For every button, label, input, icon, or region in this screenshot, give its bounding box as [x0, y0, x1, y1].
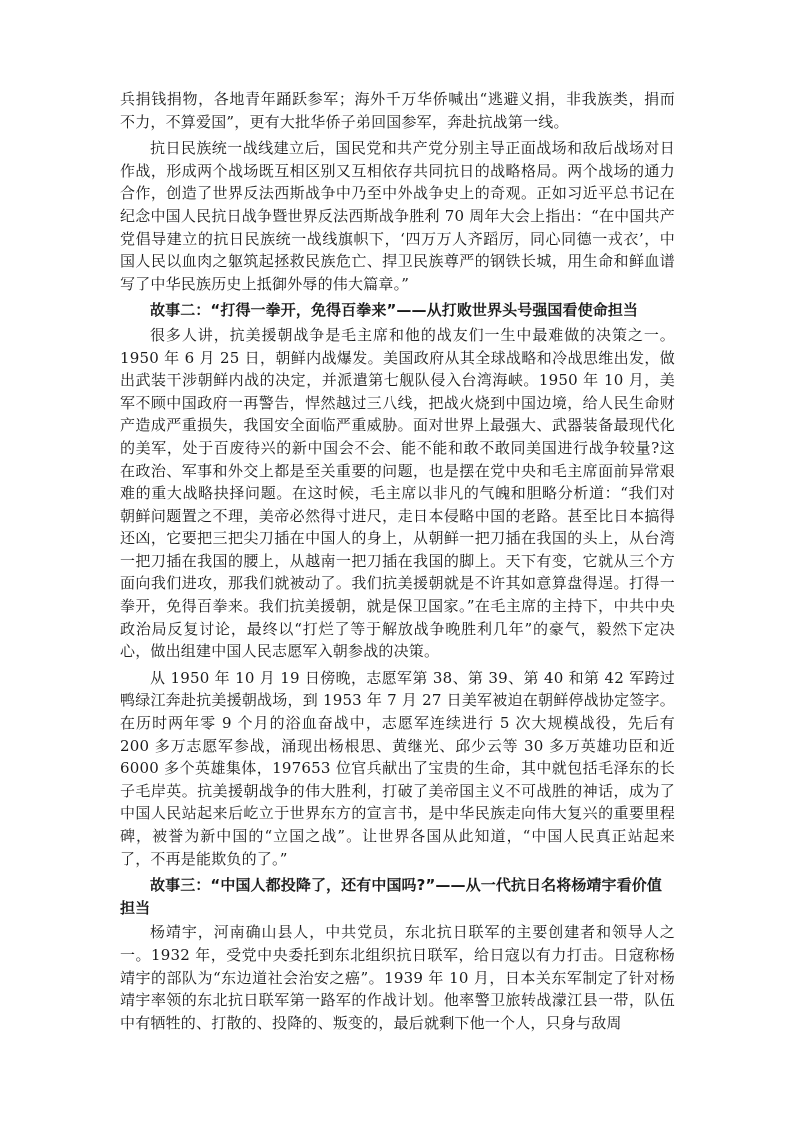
paragraph-united-front: 抗日民族统一战线建立后，国民党和共产党分别主导正面战场和敌后战场对日作战，形成两个战场既互相区别又互相依存共同抗日的战略格局。两个战场的通力合作，创造了世界反法西斯战争中乃至中外战争史上的奇观。正如习近平总书记在纪念中国人民抗日战争暨世界反法西斯战争胜利 70 周年大会上指出：“在中国共产党倡导建立的抗日民族统一战线旗帜下，‘四万万人齐蹈厉，同心同德一戎衣’，中国人民以血肉之躯筑起拯救民族危亡、捍卫民族尊严的钢铁长城，用生命和鲜血谱写了中华民族历史上抵御外辱的伟大篇章。”: [120, 139, 675, 293]
paragraph-yang-jingyu: 杨靖宇，河南确山县人，中共党员，东北抗日联军的主要创建者和领导人之一。1932 年，受党中央委托到东北组织抗日联军，给日寇以有力打击。日寇称杨靖宇的部队为“东边道社会治安之癌”。1939 年 10 月，日本关东军制定了针对杨靖宇率领的东北抗日联军第一路军的作战计划。他率警卫旅转战濛江县一带，队伍中有牺牲的、打散的、投降的、叛变的，最后就剩下他一个人，只身与敌周: [120, 923, 675, 1032]
story-two-heading: 故事二：“打得一拳开，免得百拳来”——从打败世界头号强国看使命担当: [150, 301, 639, 320]
paragraph-korean-war-decision: 很多人讲，抗美援朝战争是毛主席和他的战友们一生中最难做的决策之一。1950 年 6 月 25 日，朝鲜内战爆发。美国政府从其全球战略和冷战思维出发，做出武装干涉朝鲜内战的决定，并派遣第七舰队侵入台湾海峡。1950 年 10 月，美军不顾中国政府一再警告，悍然越过三八线，把战火烧到中国边境，给人民生命财产造成严重损失，我国安全面临严重威胁。面对世界上最强大、武器装备最现代化的美军，处于百废待兴的新中国会不会、能不能和敢不敢同美国进行战争较量?这在政治、军事和外交上都是至关重要的问题，也是摆在党中央和毛主席面前异常艰难的重大战略抉择问题。在这时候，毛主席以非凡的气魄和胆略分析道：“我们对朝鲜问题置之不理，美帝必然得寸进尺，走日本侵略中国的老路。甚至比日本搞得还凶，它要把三把尖刀插在中国人的身上，从朝鲜一把刀插在我国的头上，从台湾一把刀插在我国的腰上，从越南一把刀插在我国的脚上。天下有变，它就从三个方面向我们进攻，那我们就被动了。我们抗美援朝就是不许其如意算盘得逞。打得一拳开，免得百拳来。我们抗美援朝，就是保卫国家。”在毛主席的主持下，中共中央政治局反复讨论，最终以“打烂了等于解放战争晚胜利几年”的豪气，毅然下定决心，做出组建中国人民志愿军入朝参战的决策。: [120, 325, 675, 661]
document-page: [120, 88, 675, 1034]
paragraph-overseas-chinese: 兵捐钱捐物，各地青年踊跃参军；海外千万华侨喊出“逃避义捐，非我族类，捐而不力，不算爱国”，更有大批华侨子弟回国参军，奔赴抗战第一线。: [120, 90, 675, 131]
paragraph-korean-war-victory: 从 1950 年 10 月 19 日傍晚，志愿军第 38、第 39、第 40 和第 42 军跨过鸭绿江奔赴抗美援朝战场，到 1953 年 7 月 27 日美军被迫在朝鲜停战协定签字。在历时两年零 9 个月的浴血奋战中，志愿军连续进行 5 次大规模战役，先后有 200 多万志愿军参战，涌现出杨根思、黄继光、邱少云等 30 多万英雄功臣和近 6000 多个英雄集体，197653 位官兵献出了宝贵的生命，其中就包括毛泽东的长子毛岸英。抗美援朝战争的伟大胜利，打破了美帝国主义不可战胜的神话，成为了中国人民站起来后屹立于世界东方的宣言书，是中华民族走向伟大复兴的重要里程碑，被誉为新中国的“立国之战”。让世界各国从此知道，“中国人民真正站起来了，不再是能欺负的了。”: [120, 668, 675, 868]
story-three-heading: 故事三：“中国人都投降了，还有中国吗?”——从一代抗日名将杨靖宇看价值担当: [120, 876, 662, 917]
